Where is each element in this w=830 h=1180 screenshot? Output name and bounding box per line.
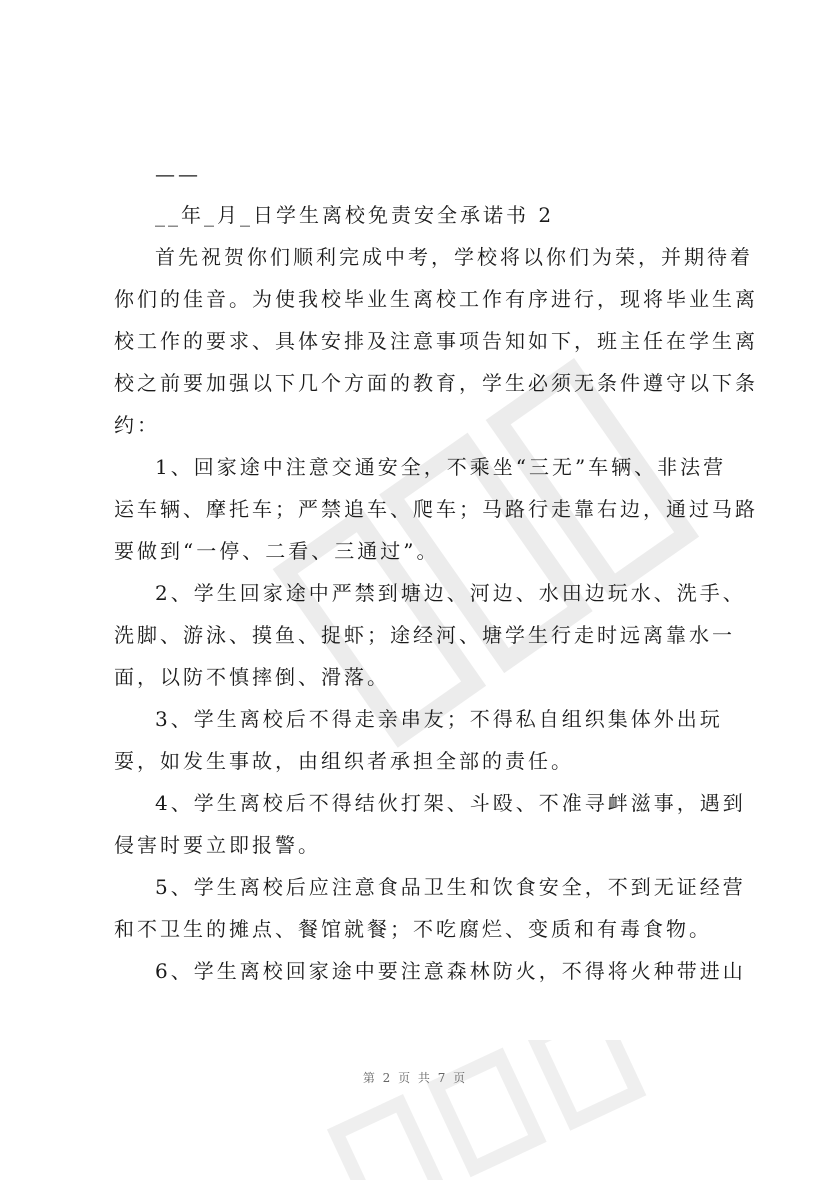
- paragraph-line: 6、学生离校回家途中要注意森林防火，不得将火种带进山: [155, 959, 746, 983]
- paragraph-line: 和不卫生的摊点、餐馆就餐；不吃腐烂、变质和有毒食物。: [114, 917, 712, 941]
- paragraph-line: 运车辆、摩托车；严禁追车、爬车；马路行走靠右边，通过马路: [114, 497, 758, 521]
- paragraph-line: 约：: [114, 413, 160, 437]
- paragraph-line: 1、回家途中注意交通安全，不乘坐“三无”车辆、非法营: [155, 455, 727, 479]
- paragraph-line: 5、学生离校后应注意食品卫生和饮食安全，不到无证经营: [155, 875, 746, 899]
- paragraph-line: 洗脚、游泳、摸鱼、捉虾；途经河、塘学生行走时远离靠水一: [114, 623, 735, 647]
- paragraph-line: 你们的佳音。为使我校毕业生离校工作有序进行，现将毕业生离: [114, 287, 758, 311]
- paragraph-line: 2、学生回家途中严禁到塘边、河边、水田边玩水、洗手、: [155, 581, 746, 605]
- paragraph-line: 要做到“一停、二看、三通过”。: [114, 539, 440, 563]
- paragraph-line: 4、学生离校后不得结伙打架、斗殴、不准寻衅滋事，遇到: [155, 791, 746, 815]
- paragraph-line: 面，以防不慎摔倒、滑落。: [114, 665, 390, 689]
- document-title: __年_月_日学生离校免责安全承诺书 2: [155, 203, 555, 227]
- watermark-bottom-icon: [300, 1040, 660, 1180]
- top-mark: ——: [155, 162, 201, 186]
- paragraph-line: 校工作的要求、具体安排及注意事项告知如下，班主任在学生离: [114, 329, 758, 353]
- paragraph-line: 3、学生离校后不得走亲串友；不得私自组织集体外出玩: [155, 707, 723, 731]
- paragraph-line: 校之前要加强以下几个方面的教育，学生必须无条件遵守以下条: [114, 371, 758, 395]
- paragraph-line: 首先祝贺你们顺利完成中考，学校将以你们为荣，并期待着: [155, 245, 753, 269]
- paragraph-line: 耍，如发生事故，由组织者承担全部的责任。: [114, 749, 574, 773]
- page-number: 第 2 页 共 7 页: [362, 1071, 468, 1085]
- paragraph-line: 侵害时要立即报警。: [114, 833, 321, 857]
